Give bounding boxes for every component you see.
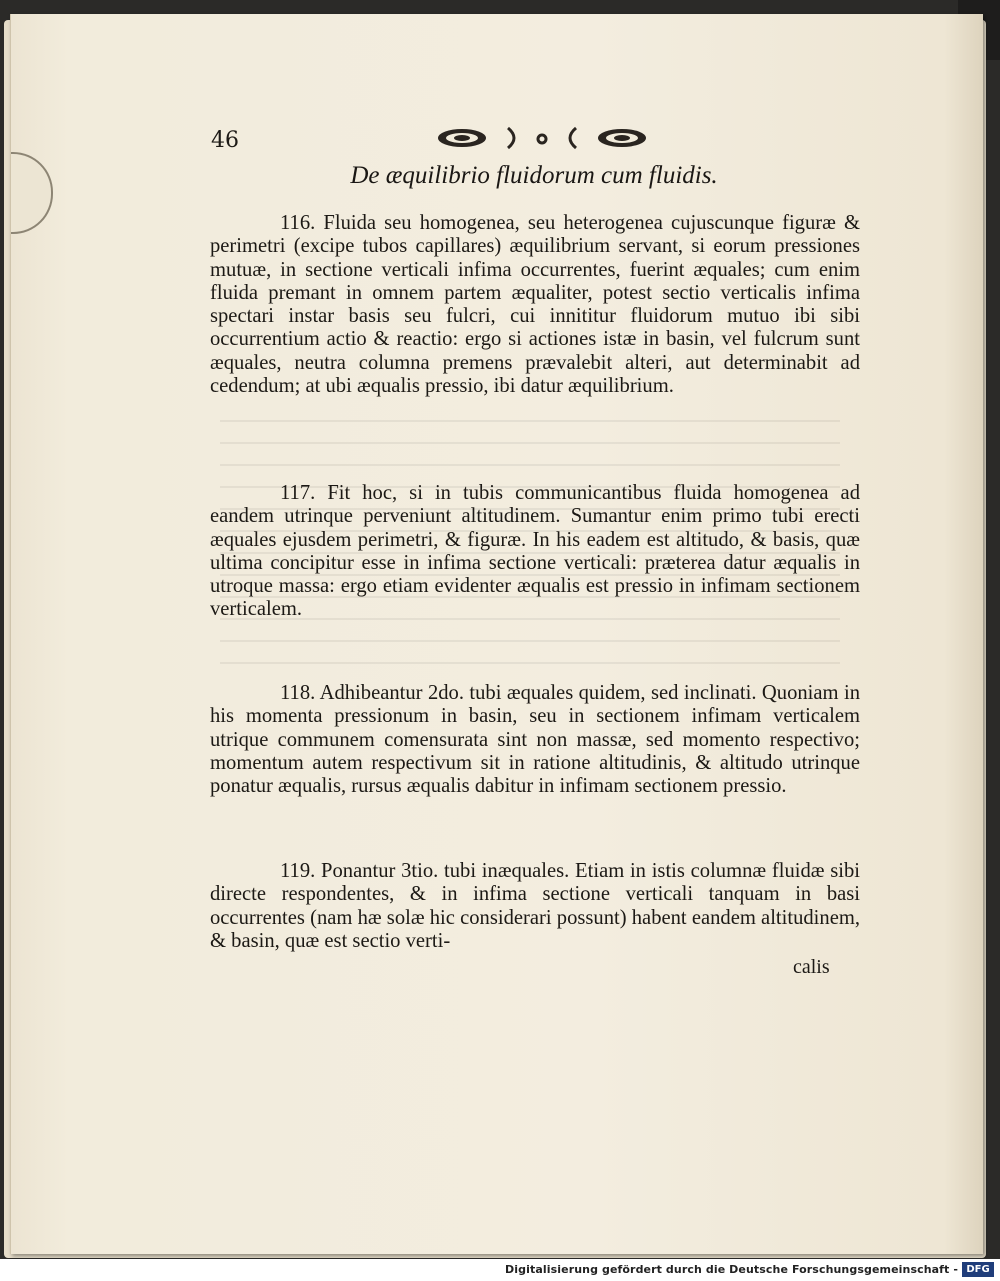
page-number: 46 <box>211 128 239 153</box>
catchword: calis <box>793 956 830 978</box>
page-tab-marker <box>11 152 53 234</box>
dfg-credit-text: Digitalisierung gefördert durch die Deutsche Forschungsgemeinschaft - <box>505 1263 958 1276</box>
crescent-moon-icon <box>508 128 576 148</box>
paragraph-118 <box>210 682 860 798</box>
paragraph-text: Ponantur 3tio. tubi inæquales. Etiam in istis columnæ fluidæ sibi directe respondentes, & in infima sectione verticali tanquam in basi occurrentes (nam hæ solæ hic considerari possunt) habent eandem altitudinem, & basin, quæ est sectio verti- <box>210 860 860 952</box>
paragraph-number: 116. <box>280 212 316 234</box>
page-title: De æquilibrio fluidorum cum fluidis. <box>350 162 718 189</box>
paragraph-text: Fluida seu homogenea, seu heterogenea cujuscunque figuræ & perimetri (excipe tubos capillares) æquilibrium servant, si eorum pressiones mutuæ, in sectione verticali infima occurrentes, fuerint æquales; cum enim fluida premant in omnem partem æqualiter, potest sectio verticalis infima spectari instar basis seu fulcri, cui innititur fluidorum mutuo ibi sibi occurrentium actio & reactio: ergo si actiones istæ in basin, vel fulcrum sunt æquales, neutra columna premens prævalebit alteri, aut determinabit ad cedendum; at ubi æqualis pressio, ibi datur æquilibrium. <box>210 212 860 398</box>
ornament-left-icon <box>438 129 486 147</box>
paragraph-text: Adhibeantur 2do. tubi æquales quidem, sed inclinati. Quoniam in his momenta pressionum in basin, seu in sectionem infimam verticalem utrique communem comensurata sint non massæ, sed momento respectivo; momentum autem respectivum sit in ratione altitudinis, & altitudo utrinque ponatur æqualis, rursus æqualis dabitur in infimam sectionem pressio. <box>210 682 860 798</box>
dfg-logo: DFG <box>962 1262 994 1277</box>
paragraph-number: 119. <box>280 860 316 882</box>
paragraph-text: Fit hoc, si in tubis communicantibus fluida homogenea ad eandem utrinque perveniunt altitudinem. Sumantur enim primo tubi erecti æquales ejusdem perimetri, & figuræ. In his eadem est altitudo, & basis, quæ ultima concipitur esse in infima sectione verticali: præterea datur æqualis in utroque massa: ergo etiam evidenter æqualis est pressio in infimam sectionem verticalem. <box>210 482 860 621</box>
paragraph-119 <box>210 860 860 953</box>
ornament-header <box>436 125 648 151</box>
ornament-right-icon <box>598 129 646 147</box>
paragraph-116 <box>210 212 860 398</box>
paragraph-117 <box>210 482 860 622</box>
paragraph-number: 117. <box>280 482 316 504</box>
paragraph-number: 118. <box>280 682 316 704</box>
